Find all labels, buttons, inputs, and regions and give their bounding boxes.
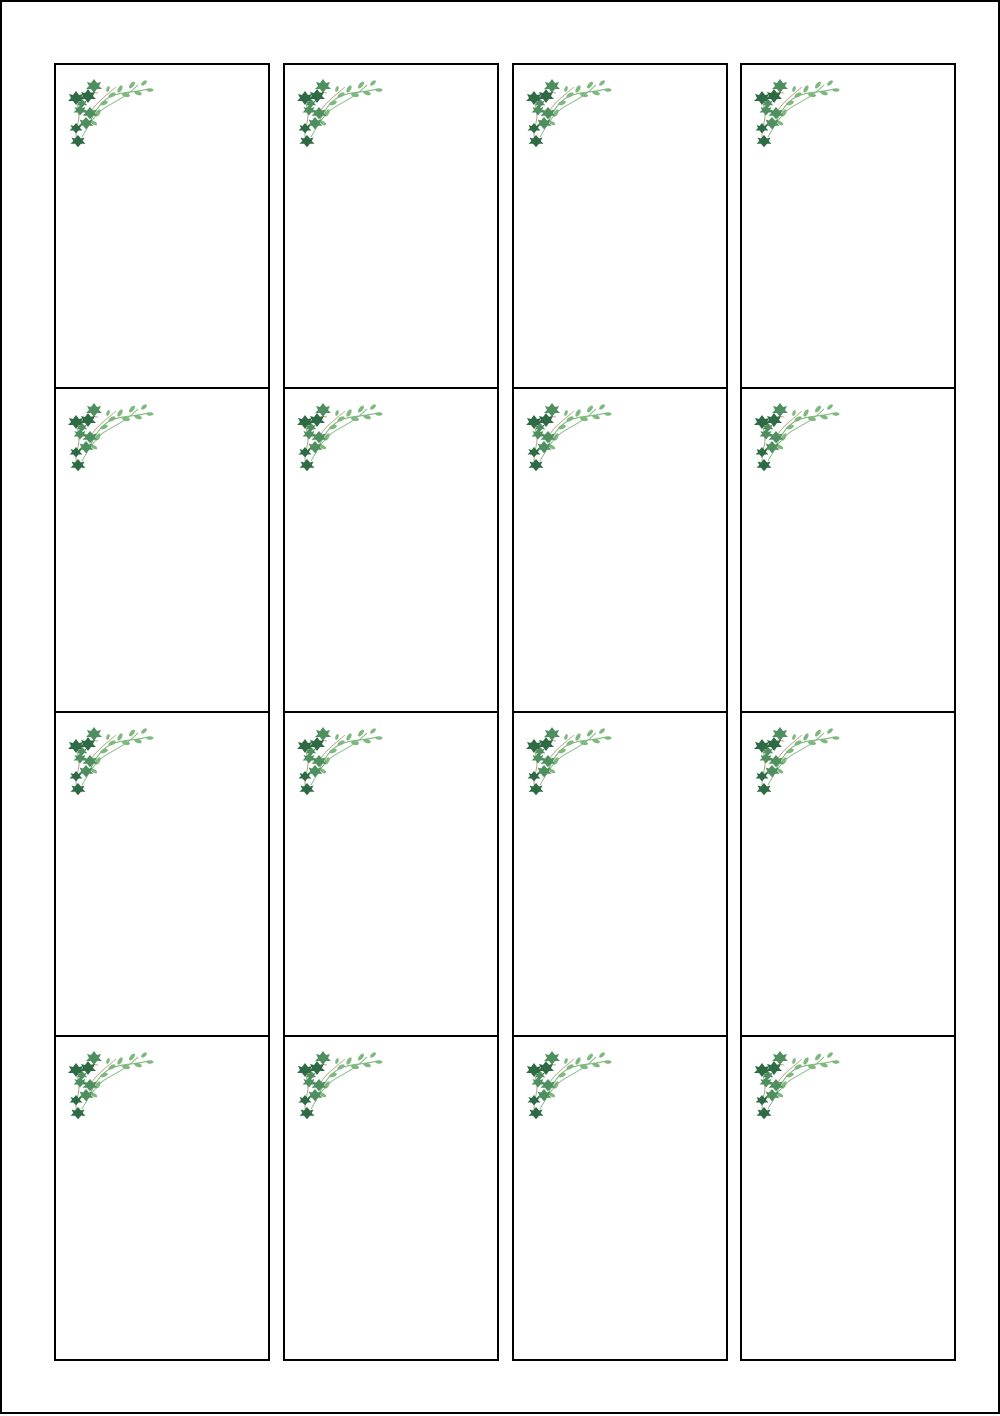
ivy-corner-icon: [526, 1045, 614, 1125]
ivy-corner-icon: [297, 397, 385, 477]
place-card-11: [512, 711, 728, 1037]
ivy-corner-icon: [754, 73, 842, 153]
card-grid: [2, 2, 1000, 1416]
ivy-corner-icon: [526, 397, 614, 477]
place-card-8: [740, 387, 956, 713]
ivy-corner-icon: [754, 1045, 842, 1125]
ivy-corner-icon: [297, 73, 385, 153]
ivy-corner-icon: [754, 397, 842, 477]
place-card-6: [283, 387, 499, 713]
ivy-corner-icon: [526, 73, 614, 153]
ivy-corner-icon: [68, 1045, 156, 1125]
place-card-1: [54, 63, 270, 389]
ivy-corner-icon: [68, 397, 156, 477]
place-card-16: [740, 1035, 956, 1361]
ivy-corner-icon: [68, 721, 156, 801]
place-card-5: [54, 387, 270, 713]
place-card-7: [512, 387, 728, 713]
ivy-corner-icon: [754, 721, 842, 801]
ivy-corner-icon: [297, 1045, 385, 1125]
place-card-2: [283, 63, 499, 389]
ivy-corner-icon: [68, 73, 156, 153]
place-card-3: [512, 63, 728, 389]
place-card-15: [512, 1035, 728, 1361]
ivy-corner-icon: [297, 721, 385, 801]
place-card-13: [54, 1035, 270, 1361]
place-card-10: [283, 711, 499, 1037]
ivy-corner-icon: [526, 721, 614, 801]
place-card-12: [740, 711, 956, 1037]
place-card-9: [54, 711, 270, 1037]
place-card-14: [283, 1035, 499, 1361]
place-card-4: [740, 63, 956, 389]
